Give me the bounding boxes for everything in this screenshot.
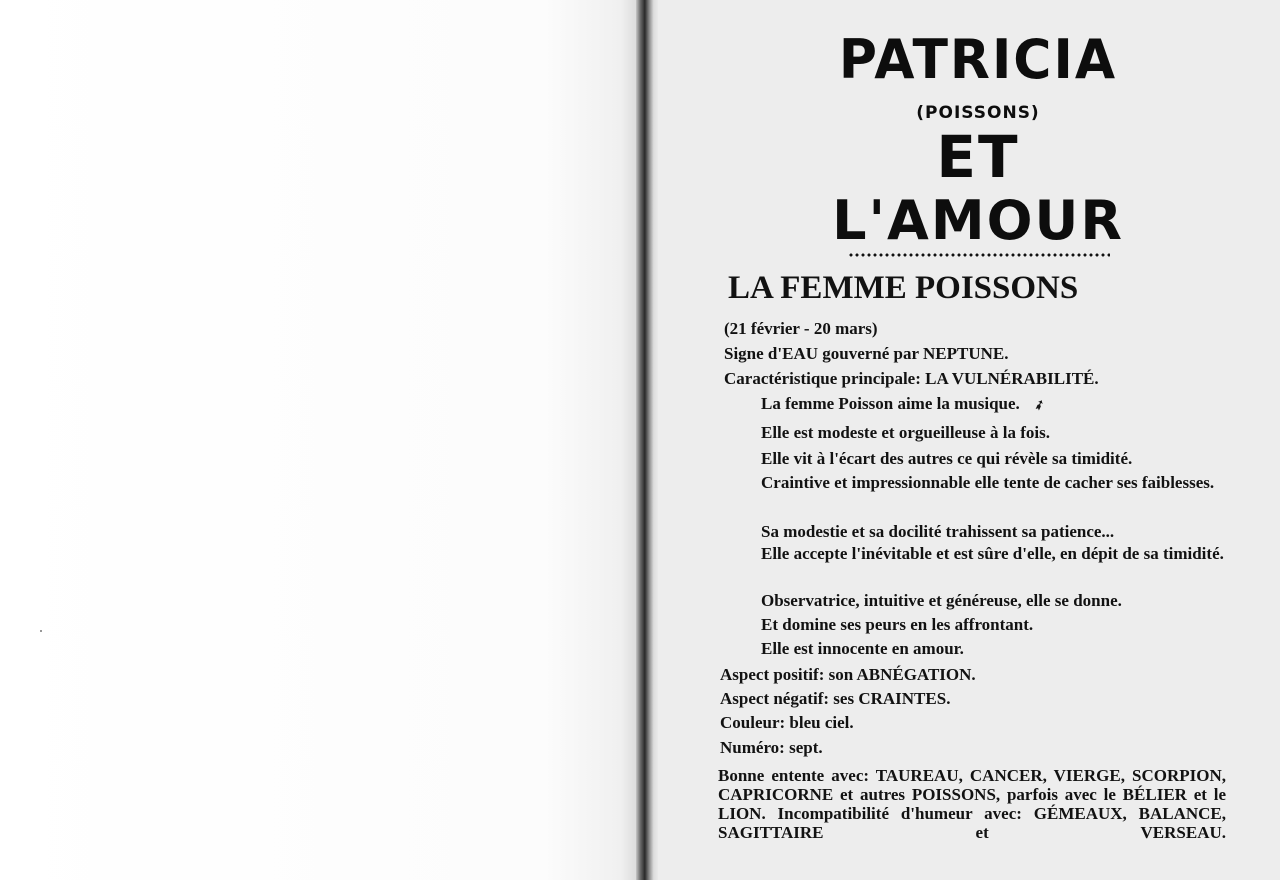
lucky-number: Numéro: sept. xyxy=(720,738,823,757)
trait-line: Elle accepte l'inévitable et est sûre d'elle, en dépit de sa timidité. xyxy=(761,544,1224,563)
main-trait: Caractéristique principale: LA VULNÉRABILITÉ. xyxy=(724,369,1099,388)
section-heading: LA FEMME POISSONS xyxy=(728,270,1079,306)
title-conjunction: ET xyxy=(936,123,1020,191)
title-sign: (POISSONS) xyxy=(916,103,1040,123)
right-page xyxy=(658,0,1280,880)
title-love: L'AMOUR xyxy=(832,189,1124,252)
trait-line xyxy=(761,395,1045,414)
aspect-positive: Aspect positif: son ABNÉGATION. xyxy=(720,665,976,684)
trait-line: Elle vit à l'écart des autres ce qui révèle sa timidité. xyxy=(761,449,1133,468)
book-spine xyxy=(636,0,658,880)
trait-line: Elle est innocente en amour. xyxy=(761,639,964,658)
paper-speck xyxy=(40,630,42,632)
aspect-negative: Aspect négatif: ses CRAINTES. xyxy=(720,689,951,708)
dotted-divider xyxy=(848,252,1110,258)
trait-line: Elle est modeste et orgueilleuse à la fois. xyxy=(761,423,1050,442)
sign-dates: (21 février - 20 mars) xyxy=(724,319,878,338)
lucky-color: Couleur: bleu ciel. xyxy=(720,713,854,732)
trait-text: La femme Poisson aime la musique. xyxy=(761,394,1020,413)
title-name: PATRICIA xyxy=(838,28,1118,92)
trait-line: Et domine ses peurs en les affrontant. xyxy=(761,615,1034,634)
sign-element: Signe d'EAU gouverné par NEPTUNE. xyxy=(724,344,1009,363)
pencil-mark-icon: ➶ xyxy=(1031,395,1047,414)
trait-line: Craintive et impressionnable elle tente de cacher ses faiblesses. xyxy=(761,473,1215,492)
trait-line: Sa modestie et sa docilité trahissent sa patience... xyxy=(761,522,1115,541)
compatibility-paragraph: Bonne entente avec: TAUREAU, CANCER, VIERGE, SCORPION, CAPRICORNE et autres POISSONS, parfois avec le BÉLIER et le LION. Incompatibilité d'humeur avec: GÉMEAUX, BALANCE, SAGITTAIRE et VERSEAU. xyxy=(718,766,1226,842)
trait-line: Observatrice, intuitive et généreuse, elle se donne. xyxy=(761,591,1122,610)
